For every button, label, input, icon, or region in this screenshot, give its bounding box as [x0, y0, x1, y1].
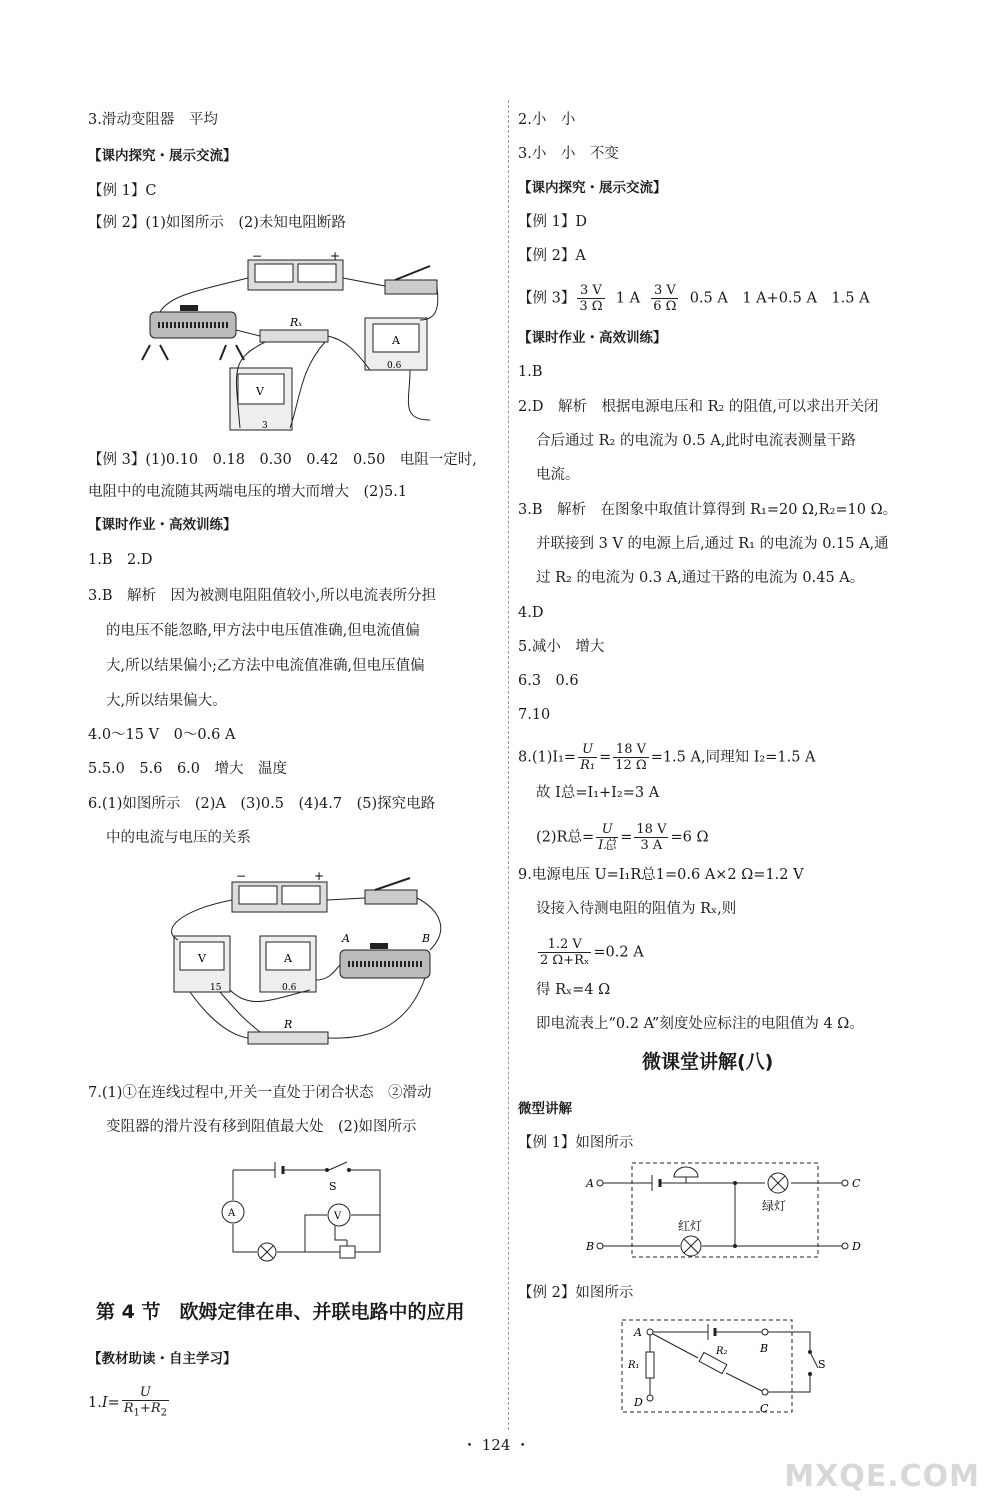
- answer-line: 设接入待测电阻的阻值为 Rₓ,则: [536, 901, 737, 917]
- answer-line: [518, 283, 870, 314]
- fraction: [613, 742, 648, 773]
- formula-plus: +: [139, 1401, 151, 1416]
- answer-line: [536, 822, 708, 853]
- numerator: 18 V: [613, 742, 648, 758]
- switch-label: S: [818, 1358, 826, 1371]
- answer-text: =6 Ω: [670, 829, 709, 846]
- terminal-d: D: [634, 1396, 643, 1409]
- ammeter-label: A: [392, 334, 400, 347]
- formula-subscript: 1: [133, 1407, 140, 1419]
- answer-text: 8.(1)I₁=: [518, 749, 577, 766]
- formula-fraction: [122, 1385, 169, 1421]
- value: 0.5 A 1 A+0.5 A 1.5 A: [689, 290, 870, 307]
- answer-line: 3.B 解析 在图象中取值计算得到 R₁=20 Ω,R₂=10 Ω。: [518, 502, 898, 518]
- answer-line: 7.10: [518, 707, 551, 723]
- red-lamp-label: 红灯: [678, 1219, 703, 1233]
- watermark: MXQE.COM: [784, 1459, 980, 1494]
- answer-line: 2.D 解析 根据电源电压和 R₂ 的阻值,可以求出开关闭: [518, 399, 879, 415]
- answer-line: 大,所以结果偏小;乙方法中电流值准确,但电压值偏: [106, 658, 425, 674]
- answer-text: (2)R总=: [536, 829, 595, 846]
- value: 1 A: [615, 290, 641, 307]
- fraction: [577, 283, 604, 314]
- green-lamp-label: 绿灯: [762, 1199, 787, 1213]
- answer-line: 【例 1】如图所示: [518, 1135, 634, 1151]
- numerator: 3 V: [651, 283, 678, 299]
- fraction: [596, 822, 618, 853]
- equals: =: [599, 749, 612, 766]
- circuit-figure-1: [140, 250, 440, 450]
- answer-line: 9.电源电压 U=I₁R总1=0.6 A×2 Ω=1.2 V: [518, 867, 804, 883]
- answer-line: 1.B: [518, 364, 543, 380]
- answer-line: 得 Rₓ=4 Ω: [536, 982, 611, 998]
- answer-line: 即电流表上“0.2 A”刻度处应标注的电阻值为 4 Ω。: [536, 1016, 864, 1032]
- terminal-a: A: [586, 1177, 594, 1190]
- answer-line: 中的电流与电压的关系: [106, 830, 251, 846]
- formula-symbol: R: [123, 1401, 134, 1416]
- answer-line: 合后通过 R₂ 的电流为 0.5 A,此时电流表测量干路: [536, 433, 856, 449]
- answer-line: 6.(1)如图所示 (2)A (3)0.5 (4)4.7 (5)探究电路: [88, 796, 436, 812]
- voltmeter-range-label: 3: [262, 421, 268, 431]
- battery-minus-label: −: [252, 249, 263, 263]
- numerator: 1.2 V: [538, 937, 591, 953]
- answer-line: 4.D: [518, 605, 544, 621]
- formula-symbol: R: [150, 1401, 161, 1416]
- numerator: 18 V: [636, 822, 667, 837]
- answer-line: [536, 937, 644, 968]
- answer-line: 6.3 0.6: [518, 673, 579, 689]
- example-prefix: 【例 3】: [518, 290, 576, 307]
- section-title: 第 4 节 欧姆定律在串、并联电路中的应用: [96, 1301, 465, 1323]
- ammeter-symbol: A: [228, 1208, 236, 1219]
- answer-line: 1.B 2.D: [88, 552, 153, 568]
- resistor-label: Rₓ: [290, 316, 303, 329]
- formula-equals: =: [107, 1394, 120, 1411]
- equals: =: [620, 829, 633, 846]
- section-title: 微课堂讲解(八): [642, 1051, 774, 1073]
- section-heading: 微型讲解: [518, 1101, 572, 1117]
- circuit-schematic-resistors: [620, 1318, 830, 1418]
- battery-plus-label: +: [330, 249, 341, 263]
- answer-line: 故 I总=I₁+I₂=3 A: [536, 785, 660, 801]
- answer-line: 3.小 小 不变: [518, 146, 619, 162]
- denominator: 12 Ω: [615, 758, 647, 773]
- answer-line: 电流。: [536, 467, 580, 483]
- battery-plus-label: +: [314, 869, 325, 883]
- answer-line: 【例 2】如图所示: [518, 1285, 634, 1301]
- circuit-schematic-3: [215, 1160, 395, 1260]
- resistor-label: R: [284, 1018, 293, 1031]
- denominator: 3 A: [640, 838, 663, 853]
- answer-line: 5.5.0 5.6 6.0 增大 温度: [88, 761, 288, 777]
- answer-text: =0.2 A: [593, 944, 644, 961]
- switch-label: S: [329, 1180, 337, 1193]
- voltmeter-range-label: 15: [210, 983, 222, 993]
- ammeter-range-label: 0.6: [282, 983, 297, 993]
- answer-line: 电阻中的电流随其两端电压的增大而增大 (2)5.1: [88, 484, 408, 500]
- answer-line: 2.小 小: [518, 112, 576, 128]
- terminal-c: C: [760, 1402, 769, 1415]
- formula-denominator: [122, 1401, 169, 1421]
- section-heading: 【课时作业・高效训练】: [518, 330, 667, 346]
- column-divider: [508, 100, 509, 1430]
- rheostat-terminal-a: A: [342, 932, 350, 945]
- formula-subscript: 2: [160, 1407, 167, 1419]
- answer-line: 7.(1)①在连线过程中,开关一直处于闭合状态 ②滑动: [88, 1085, 432, 1101]
- answer-line: 【例 1】D: [518, 214, 587, 230]
- answer-line: 3.B 解析 因为被测电阻阻值较小,所以电流表所分担: [88, 588, 437, 604]
- terminal-a: A: [634, 1326, 642, 1339]
- section-heading: 【课内探究・展示交流】: [88, 148, 237, 164]
- r1-label: R₁: [628, 1360, 640, 1371]
- circuit-schematic-lamps: [580, 1160, 870, 1265]
- formula-line: [88, 1385, 171, 1421]
- ammeter-label: A: [284, 952, 292, 965]
- answer-line: 【例 2】(1)如图所示 (2)未知电阻断路: [88, 215, 346, 231]
- denominator: R₁: [580, 758, 596, 773]
- formula-prefix: 1.: [88, 1394, 102, 1411]
- fraction: [651, 283, 678, 314]
- answer-line: 大,所以结果偏大。: [106, 693, 227, 709]
- terminal-b: B: [760, 1342, 769, 1355]
- answer-line: 过 R₂ 的电流为 0.3 A,通过干路的电流为 0.45 A。: [536, 570, 865, 586]
- denominator: 6 Ω: [653, 299, 677, 314]
- numerator: U: [578, 742, 597, 758]
- battery-minus-label: −: [236, 869, 247, 883]
- answer-line: 3.滑动变阻器 平均: [88, 112, 218, 128]
- terminal-b: B: [586, 1240, 595, 1253]
- answer-line: 【例 3】(1)0.10 0.18 0.30 0.42 0.50 电阻一定时,: [88, 452, 477, 468]
- section-heading: 【教材助读・自主学习】: [88, 1351, 237, 1367]
- terminal-c: C: [852, 1177, 861, 1190]
- fraction: [578, 742, 597, 773]
- answer-line: 变阻器的滑片没有移到阻值最大处 (2)如图所示: [106, 1119, 417, 1135]
- denominator: 2 Ω+Rₓ: [540, 953, 590, 968]
- formula-numerator: U: [122, 1385, 169, 1401]
- fraction: [634, 822, 668, 853]
- terminal-d: D: [852, 1240, 861, 1253]
- formula-variable: I: [101, 1394, 108, 1411]
- fraction: [538, 937, 591, 968]
- answer-line: 5.减小 增大: [518, 639, 605, 655]
- voltmeter-symbol: V: [334, 1211, 342, 1222]
- answer-line: 的电压不能忽略,甲方法中电压值准确,但电流值偏: [106, 623, 420, 639]
- page-number: ・ 124 ・: [462, 1436, 531, 1454]
- r2-label: R₂: [716, 1346, 728, 1357]
- answer-line: 【例 1】C: [88, 183, 157, 199]
- answer-text: =1.5 A,同理知 I₂=1.5 A: [650, 749, 816, 766]
- section-heading: 【课时作业・高效训练】: [88, 517, 237, 533]
- numerator: 3 V: [577, 283, 604, 299]
- answer-line: [518, 742, 816, 773]
- numerator: U: [596, 822, 618, 838]
- answer-line: 并联接到 3 V 的电源上后,通过 R₁ 的电流为 0.15 A,通: [536, 536, 889, 552]
- voltmeter-label: V: [256, 385, 264, 398]
- denominator: I总: [598, 838, 617, 853]
- section-heading: 【课内探究・展示交流】: [518, 180, 667, 196]
- ammeter-range-label: 0.6: [387, 361, 402, 371]
- circuit-figure-2: [160, 870, 460, 1060]
- answer-line: 4.0～15 V 0～0.6 A: [88, 727, 236, 743]
- answer-line: 【例 2】A: [518, 248, 586, 264]
- denominator: 3 Ω: [579, 299, 603, 314]
- voltmeter-label: V: [198, 952, 206, 965]
- rheostat-terminal-b: B: [422, 932, 431, 945]
